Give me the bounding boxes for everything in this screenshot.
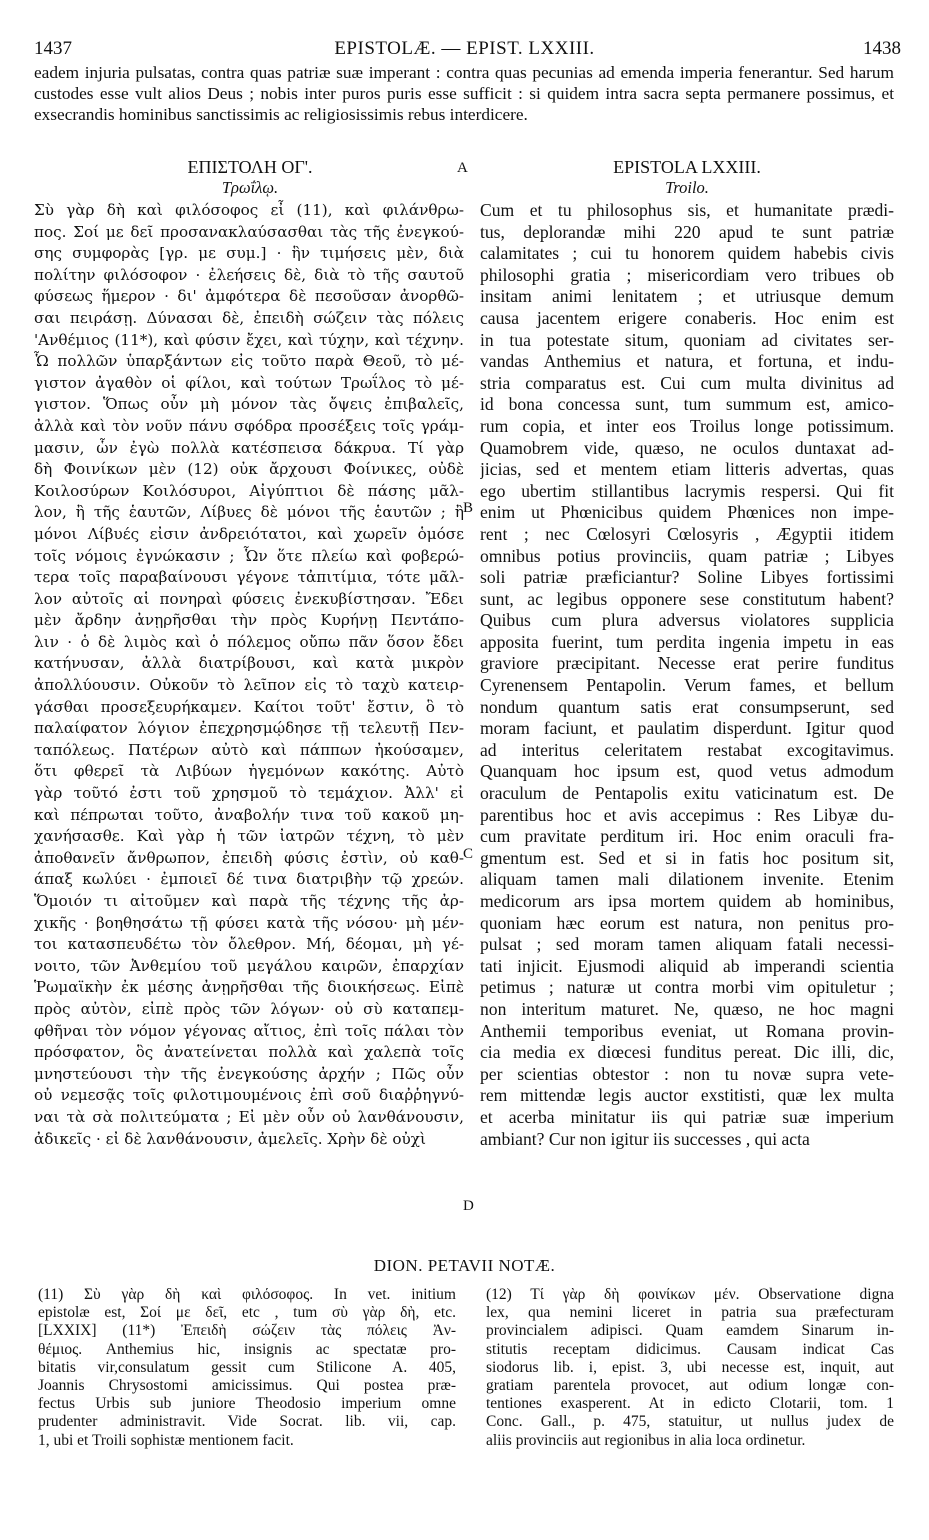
latin-text-line: jicias, sed et mentem etiam litteris advertas, quas	[480, 459, 894, 480]
note-line: prudenter administravit. Vide Socrat. lib. vii, cap.	[38, 1413, 456, 1431]
intro-paragraph: eadem injuria pulsatas, contra quas patriæ suæ imperant : contra quas pecunias ad emenda imperia fenerantur. Sed harum custodes esse vult alios Deus ; nobis inter puros puris esse sufficit : si quidem intra sacra septa permanere possimus, et exsecrandis hominibus sanctissimis ac religiosissimis rebus interdicere.	[34, 63, 894, 124]
notes-right-column	[486, 1286, 894, 1450]
page-number-left: 1437	[34, 38, 72, 59]
greek-text-line: πρόσφατον, ὃς ἀνατείνεται πολλὰ καὶ χαλεπὰ τοῖς	[34, 1043, 464, 1062]
greek-recipient: Τρωΐλῳ.	[221, 178, 279, 197]
latin-text-line: Anthemii temporibus eveniat, ut Romana provin-	[480, 1020, 894, 1041]
greek-text-line: ἀπολλύουσιν. Οὐκοῦν τὸ λεῖπον εἰς τὸ ταχὺ κατειρ-	[34, 676, 464, 695]
greek-text-line: γάσθαι προσεξευρήκαμεν. Καίτοι τοῦτ' ἔστιν, ὃ τὸ	[34, 697, 464, 716]
note-line: Joannis Chrysostomi amicissimus. Qui postea præ-	[38, 1376, 456, 1394]
note-line: 1, ubi et Troili sophistæ mentionem facit.	[38, 1431, 294, 1449]
margin-marker-a: A	[457, 160, 468, 176]
running-title: EPISTOLÆ. — EPIST. LXXIII.	[334, 38, 595, 59]
greek-text-line: μασιν, ὧν ἐγὼ πολλὰ κατέσπεισα δάκρυα. Τί γὰρ	[34, 438, 464, 457]
greek-text-line: λον, ἢ τῆς ἑαυτῶν, Λίβυες δὲ μόνοι τῆς ἑαυτῶν ; ἢ	[34, 503, 464, 522]
greek-text-line: λιν · ὁ δὲ λιμὸς καὶ ὁ πόλεμος οὔπω πᾶν ὅσον ἔδει	[34, 632, 464, 651]
latin-text-column	[480, 200, 894, 1150]
latin-text-line: sunt, ac legibus opponere sese constitutum habent?	[480, 588, 894, 609]
latin-text-line: aliquam tamen mali dilationem invenite. Etenim	[480, 869, 894, 890]
latin-text-line: oraculum de Pentapolis exitu vaticinatum est. De	[480, 783, 894, 804]
greek-text-line: ὅτι φθερεῖ τὰ Λιβύων ἡγεμόνων κακότης. Αὐτὸ	[34, 762, 464, 781]
greek-text-line: ἀποθανεῖν ἄνθρωπον, ἐπειδὴ φύσις ἐστὶν, οὐ καθ-	[34, 848, 464, 867]
latin-text-line: petimus ; naturæ ut contra morbi vim opituletur ;	[480, 977, 894, 998]
greek-text-line: γιστον ἀγαθὸν οἱ φίλοι, καὶ τούτων Τρωΐλος τὸ μέ-	[34, 373, 464, 392]
latin-text-line: nondum quantum satis erat consumpserunt, sed	[480, 696, 894, 717]
greek-text-line: τοι κατασπευδέτω τὸν ὄλεθρον. Μή, δέομαι, μὴ γέ-	[34, 935, 464, 954]
greek-text-column	[34, 200, 464, 1150]
greek-text-line: τερα τοῖς παραβαίνουσι γέγονε τἀπιτίμια, τότε μᾶλ-	[34, 568, 464, 587]
greek-text-line: πρὸς αὐτὸν, εἰπὲ πρὸς τῶν λόγων· οὐ σὺ καταπεμ-	[34, 999, 464, 1018]
note-line: aliis provinciis aut regionibus in alia loca ordinetur.	[486, 1431, 806, 1449]
greek-text-line: Ὧ πολλῶν ὑπαρξάντων εἰς τοῦτο παρὰ Θεοῦ, τὸ μέ-	[34, 352, 464, 371]
greek-text-line: νοιτο, τῶν Ἀνθεμίου τοῦ μεγάλου καιρῶν, ἐπαρχίαν	[34, 956, 464, 975]
latin-text-line: rum copia, et inter eos Troilus longe potissimum.	[480, 415, 894, 436]
greek-text-line: 'Ανθέμιος (11*), καὶ φύσιν ἔχει, καὶ τύχην, καὶ τέχνην.	[34, 330, 464, 349]
latin-text-line: calamitates ; cui tu honorem quidem habebis civis	[480, 243, 894, 264]
greek-text-line: μόνοι Λίβυές εἰσιν ἀνδρειότατοι, καὶ χωρεῖν ὁμόσε	[34, 524, 464, 543]
latin-text-line: gmentum est. Sed et si in fatis hoc positum sit,	[480, 847, 894, 868]
margin-marker-d: D	[463, 1198, 474, 1214]
greek-text-line: οὐ νεμεσᾷς τοῖς φιλοτιμουμένοις ἐπὶ σοῦ διαῤῥηγνύ-	[34, 1086, 464, 1105]
greek-text-line: δὴ Φοινίκων μὲν (12) οὐκ ἄρχουσι Φοίνικες, οὐδὲ	[34, 460, 464, 479]
latin-text-line: ego ubertim stillantibus lacrymis respersi. Qui fit	[480, 480, 894, 501]
note-line: bitatis vir,consulatum gessit cum Stilicone A. 405,	[38, 1358, 456, 1376]
latin-text-line: tati injicit. Ejusmodi aliquid ab imperandi scientia	[480, 955, 894, 976]
greek-text-line: γιστον. Ὅπως οὖν μὴ μόνον τὰς ὄψεις ἐπιβαλεῖς,	[34, 395, 464, 414]
greek-text-line: Ὅμοιόν τι αἰτοῦμεν καὶ παρὰ τῆς τέχνης τῆς ἀρ-	[34, 892, 464, 910]
margin-marker-c: C	[463, 846, 474, 862]
greek-text-line: τοῖς νόμοις ἐγνώκασιν ; Ὧν ὅτε πλείω καὶ φοβερώ-	[34, 546, 464, 565]
latin-text-line: apposita fuerint, tum perdita ingenia impetu in eas	[480, 631, 894, 652]
note-line: tentiones exasperent. At in edicto Clotarii, tom. 1	[486, 1395, 894, 1413]
greek-text-line: ἀδικεῖς · εἰ δὲ λανθάνουσιν, ἀμελεῖς. Χρὴν δὲ οὐχὶ	[34, 1129, 426, 1148]
note-line: siodorus lib. i, epist. 3, ubi necesse est, inquit, aut	[486, 1358, 894, 1376]
greek-text-line: μὲν ἄρδην ἀνῃρῆσθαι τὴν πρὸς Κυρήνῃ Πεντάπο-	[34, 611, 464, 630]
greek-text-line: χικῆς · βοηθησάτω τῇ φύσει κατὰ τῆς νόσου· μὴ μέν-	[34, 913, 464, 932]
greek-text-line: Ῥωμαϊκὴν ἐκ μέσης ἀνῃρῆσθαι τῆς διοικήσεως. Εἰπὲ	[34, 978, 464, 997]
latin-text-line: soli patriæ præficiantur? Soline Libyes fortissimi	[480, 567, 894, 588]
latin-text-line: enim ut Phœnicibus quidem Phœnices non impe-	[480, 502, 894, 523]
running-header	[28, 38, 901, 60]
latin-text-line: medicorum ars ipsa mortem quidem ab hominibus,	[480, 891, 894, 911]
latin-text-line: causa jacentem erigere conaberis. Hoc enim est	[480, 307, 894, 328]
latin-text-line: ambiant? Cur non igitur iis successes , qui acta	[480, 1128, 810, 1149]
greek-letter-heading	[40, 156, 460, 198]
latin-text-line: in tua potestate situm, quoniam ad civitates ser-	[480, 329, 894, 350]
latin-text-line: Quibus cum plura adversus violatores supplicia	[480, 610, 894, 631]
latin-recipient: Troilo.	[665, 178, 709, 197]
latin-text-line: Cyrenensem Pentapolin. Verum fames, et bellum	[480, 675, 894, 696]
latin-text-line: non interitum maturet. Ne, quæso, ne hoc magni	[480, 998, 894, 1019]
notes-title: DION. PETAVII NOTÆ.	[373, 1256, 556, 1275]
greek-text-line: ταπόλεως. Πατέρων αὐτὸ καὶ πάππων ἠκούσαμεν,	[34, 740, 464, 759]
note-line: (11) Σὺ γὰρ δὴ καὶ φιλόσοφος. In vet. initium	[38, 1286, 456, 1303]
latin-text-line: stria comparatus est. Cui cum multa divinitus ad	[480, 372, 894, 393]
greek-title: ΕΠΙΣΤΟΛΗ ΟΓ'.	[187, 157, 313, 177]
greek-text-line: Σὺ γὰρ δὴ καὶ φιλόσοφος εἶ (11), καὶ φιλάνθρω-	[34, 201, 464, 219]
note-line: stitutis receptam didicimus. Causam indicat Cas	[486, 1340, 894, 1358]
greek-text-line: καὶ πέπρωται τοῦτο, ἀναβολήν τινα τοῦ κακοῦ μη-	[34, 805, 464, 824]
greek-text-line: χανήσασθε. Καὶ γὰρ ἡ τῶν ἰατρῶν τέχνη, τὸ μὲν	[34, 827, 464, 846]
latin-text-line: Quamobrem vide, quæso, ne oculos duntaxat ad-	[480, 437, 894, 458]
note-line: epistolæ est, Σοί με δεῖ, etc , tum σὺ γὰρ δὴ, etc.	[38, 1304, 456, 1322]
greek-text-line: πολίτην φιλόσοφον · ἐλεήσεις δὲ, διὰ τὸ τῆς σαυτοῦ	[34, 265, 464, 284]
latin-text-line: per scientias obtestor : non tu novæ supra vete-	[480, 1063, 894, 1084]
greek-text-line: γὰρ τοῦτό ἐστι τοῦ χρησμοῦ τὸ τεμάχιον. Ἀλλ' εἰ	[34, 784, 464, 803]
latin-title: EPISTOLA LXXIII.	[613, 157, 761, 177]
greek-text-line: ἀλλὰ καὶ τὸν νοῦν πάνυ σφόδρα προσέξεις τοῖς γράμ-	[34, 416, 464, 435]
latin-text-line: tus, deplorandæ mihi 220 apud te sunt patriæ	[480, 221, 894, 242]
margin-marker-b: B	[463, 500, 474, 516]
greek-text-line: φθῆναι τὸν νόμον γέγονας αἴτιος, ἐπὶ τοῖς πάλαι τὸν	[34, 1021, 464, 1040]
latin-text-line: ad interitus celeritatem restabat excogitavimus.	[480, 739, 894, 760]
latin-text-line: et acerba minitatur iis qui patriæ suæ imperium	[480, 1106, 894, 1127]
page-number-right: 1438	[863, 38, 901, 59]
latin-text-line: cum pravitate perditum iri. Hoc enim oraculi fra-	[480, 826, 894, 847]
greek-text-line: πος. Σοί με δεῖ προσανακλαύσασθαι τὰς τῆς ἐνεγκού-	[34, 222, 464, 241]
latin-text-line: pulsat ; sed moram tamen aliquam fatali necessi-	[480, 934, 894, 955]
note-line: lex, qua nemini liceret in patria sua præfecturam	[486, 1304, 894, 1322]
greek-text-line: Κοιλοσύρων Κοιλόσυροι, Αἰγύπτιοι δὲ πάσης μᾶλ-	[34, 481, 464, 500]
latin-text-line: Cum et tu philosophus sis, et humanitate prædi-	[480, 200, 894, 220]
latin-text-line: insitam animi lenitatem ; et utriusque demum	[480, 286, 894, 307]
latin-text-line: omnibus potius provinciis, quam patriæ ; Libyes	[480, 545, 894, 566]
latin-text-line: rent ; nec Cœlosyri Cœlosyris , Ægyptii itidem	[480, 523, 894, 544]
latin-text-line: quoniam hæc eorum est natura, non penitus pro-	[480, 912, 894, 933]
greek-text-line: μνηστεύουσι τὴν τῆς ἐνεγκούσης ἀρχήν ; Πῶς οὖν	[34, 1064, 464, 1083]
greek-text-line: παλαίφατον λόγιον ἐπεχρησμῴδησε τῇ τελευτῇ Πεν-	[34, 719, 464, 738]
greek-text-line: λον αὐτοῖς αἱ πονηραὶ φύσεις ἐνεκυβίστησαν. Ἔδει	[34, 589, 464, 608]
latin-text-line: philosophi gratia ; misericordiam vero tribues ob	[480, 264, 894, 285]
notes-left-column	[38, 1286, 456, 1450]
latin-text-line: cia media ex diœcesi funditus pereat. Dic illi, dic,	[480, 1042, 894, 1063]
latin-letter-heading	[480, 156, 894, 198]
latin-text-line: moram faciunt, et paulatim disperdunt. Igitur quod	[480, 718, 894, 739]
greek-text-line: άπαξ κωλύει · ἐμποιεῖ δέ τινα διατριβὴν τῷ χρεών.	[34, 870, 464, 889]
note-line: θέμιος. Anthemius hic, insignis ac spectatæ pro-	[38, 1340, 456, 1358]
latin-text-line: rem mittendæ legis auctor exstitisti, quæ lex multa	[480, 1085, 894, 1106]
note-line: provincialem adipisci. Quam eamdem Sinarum in-	[486, 1322, 894, 1340]
note-line: [LXXIX] (11*) Ἐπειδὴ σώζειν τὰς πόλεις Ἀν-	[38, 1322, 456, 1340]
greek-text-line: φύσεως ἥμερον · δι' ἀμφότερα δὲ πεσοῦσαν ἀνορθῶ-	[34, 287, 464, 306]
latin-text-line: vandas Anthemius et natura, et fortuna, et indu-	[480, 351, 894, 372]
greek-text-line: ναι τὰ σὰ πολιτεύματα ; Εἰ μὲν οὖν οὐ λανθάνουσιν,	[34, 1107, 464, 1126]
latin-text-line: id bona concessa sunt, tum summum est, amico-	[480, 394, 894, 415]
note-line: (12) Τί γὰρ δὴ φοινίκων μέν. Observatione digna	[486, 1286, 894, 1303]
note-line: gratiam parentela provocet, aut odium longæ con-	[486, 1376, 894, 1394]
greek-text-line: σαι πειράσῃ. Δύνασαι δὲ, ἐπειδὴ σώζειν τὰς πόλεις	[34, 308, 464, 327]
note-line: fectus Urbis sub juniore Theodosio imperium omne	[38, 1395, 456, 1413]
latin-text-line: parentibus hoc et avis accepimus : Res Libyæ du-	[480, 804, 894, 825]
greek-text-line: κατήνυσαν, ἀλλὰ διατρίβουσι, καὶ κατὰ μικρὸν	[34, 654, 464, 673]
latin-text-line: Quanquam hoc ipsum est, quod vetus admodum	[480, 761, 894, 782]
greek-text-line: σης συμφορὰς [γρ. με συμ.] · ἣν τιμήσεις μὲν, διὰ	[34, 244, 464, 263]
latin-text-line: graviore præcipitant. Necesse erat perire funditus	[480, 653, 894, 674]
note-line: Conc. Gall., p. 475, statuitur, ut nullus judex de	[486, 1413, 894, 1431]
